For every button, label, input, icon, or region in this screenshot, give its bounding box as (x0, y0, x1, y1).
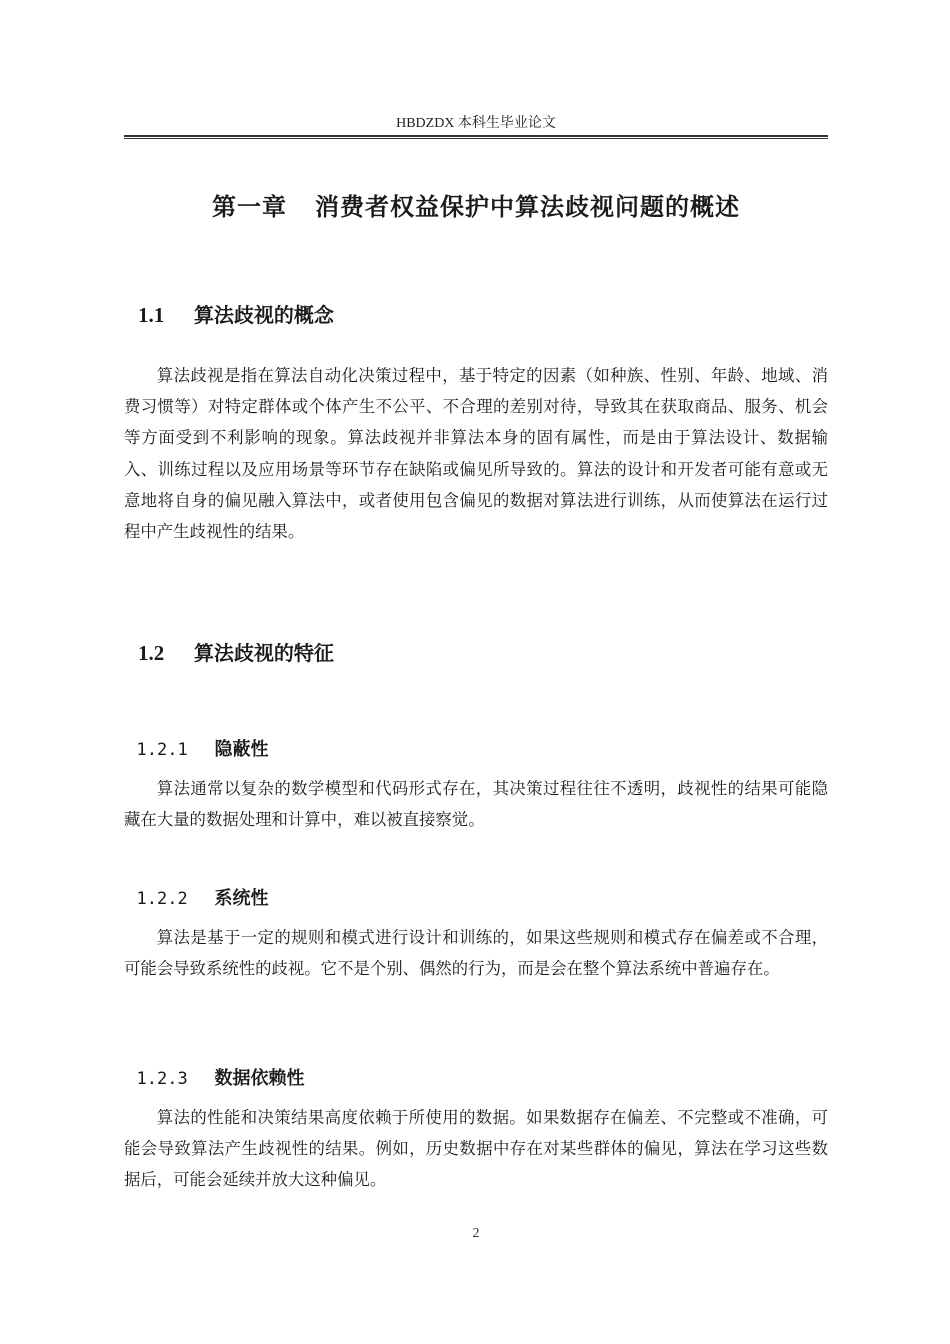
subsection-heading-1-2-2 (124, 860, 269, 912)
subsection-heading-1-2-3 (124, 1040, 305, 1092)
section-heading-1-1 (124, 273, 334, 329)
subsection-number: 1.2.2 (136, 889, 188, 909)
paragraph-data-dependency: 算法的性能和决策结果高度依赖于所使用的数据。如果数据存在偏差、不完整或不准确，可能会导致算法产生歧视性的结果。例如，历史数据中存在对某些群体的偏见，算法在学习这些数据后，可能会延续并放大这种偏见。 (124, 1108, 828, 1190)
paragraph-systematic: 算法是基于一定的规则和模式进行设计和训练的，如果这些规则和模式存在偏差或不合理，可能会导致系统性的歧视。它不是个别、偶然的行为，而是会在整个算法系统中普遍存在。 (124, 928, 828, 979)
chapter-title: 第一章 消费者权益保护中算法歧视问题的概述 (211, 193, 741, 221)
page-number: 2 (472, 1226, 480, 1241)
paragraph-concealment: 算法通常以复杂的数学模型和代码形式存在，其决策过程往往不透明，歧视性的结果可能隐藏在大量的数据处理和计算中，难以被直接察觉。 (124, 779, 828, 830)
subsection-heading-1-2-1 (124, 711, 269, 763)
header-rule (124, 135, 828, 139)
subsection-number: 1.2.1 (136, 740, 188, 760)
section-title: 算法歧视的概念 (193, 303, 334, 327)
paragraph-concept: 算法歧视是指在算法自动化决策过程中，基于特定的因素（如种族、性别、年龄、地域、消费习惯等）对特定群体或个体产生不公平、不合理的差别对待，导致其在获取商品、服务、机会等方面受到不利影响的现象。算法歧视并非算法本身的固有属性，而是由于算法设计、数据输入、训练过程以及应用场景等环节存在缺陷或偏见所导致的。算法的设计和开发者可能有意或无意地将自身的偏见融入算法中，或者使用包含偏见的数据对算法进行训练，从而使算法在运行过程中产生歧视性的结果。 (124, 366, 828, 542)
section-heading-1-2 (124, 611, 334, 667)
subsection-title: 系统性 (214, 888, 269, 909)
subsection-title: 数据依赖性 (214, 1068, 305, 1089)
section-number: 1.2 (137, 641, 165, 665)
section-title: 算法歧视的特征 (193, 641, 334, 665)
running-header: HBDZDX 本科生毕业论文 (396, 116, 556, 131)
subsection-number: 1.2.3 (136, 1069, 188, 1089)
subsection-title: 隐蔽性 (214, 739, 269, 760)
section-number: 1.1 (137, 303, 165, 327)
